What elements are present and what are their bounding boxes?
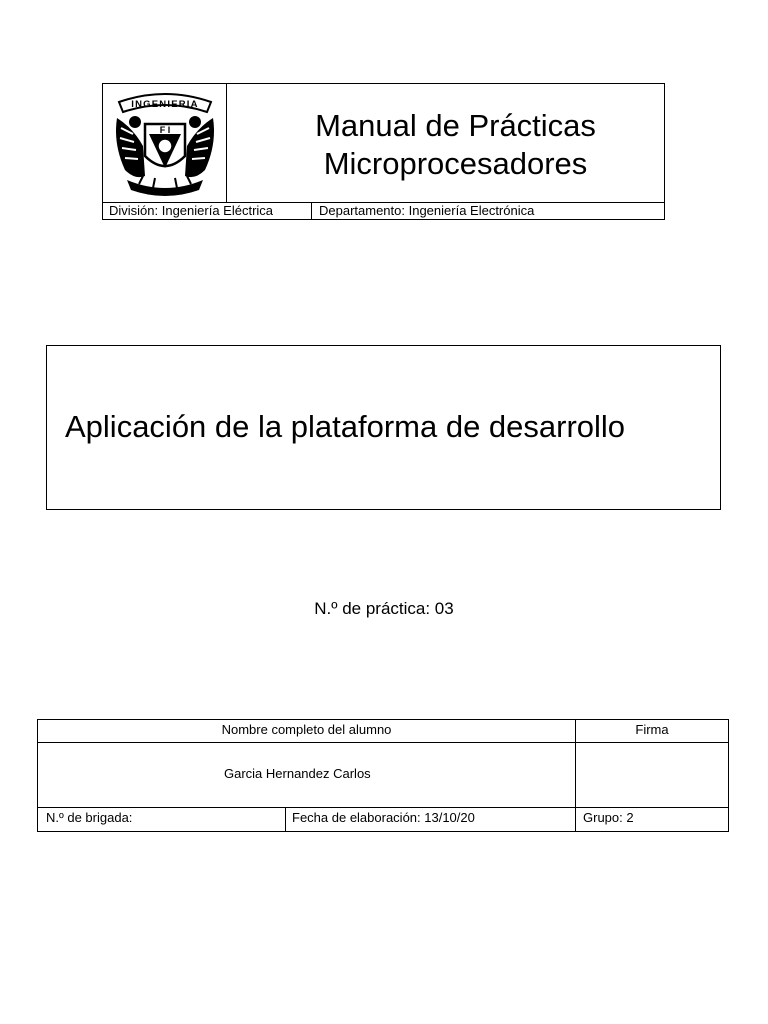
division-field: División: Ingeniería Eléctrica bbox=[103, 203, 312, 219]
header-info-row bbox=[103, 202, 664, 219]
student-info-table bbox=[37, 719, 729, 832]
signature-cell bbox=[576, 743, 728, 808]
manual-title-area bbox=[227, 84, 664, 202]
group-field: Grupo: 2 bbox=[583, 810, 634, 825]
manual-title: Manual de Prácticas bbox=[315, 108, 596, 143]
signature-header: Firma bbox=[576, 720, 728, 743]
faculty-logo-cell bbox=[103, 84, 227, 202]
student-name-cell bbox=[38, 743, 576, 808]
document-header bbox=[102, 83, 665, 220]
department-field: Departamento: Ingeniería Electrónica bbox=[319, 203, 535, 218]
practice-title: Aplicación de la plataforma de desarrollo bbox=[65, 409, 626, 444]
logo-initials: F I bbox=[159, 125, 171, 135]
student-name-header: Nombre completo del alumno bbox=[38, 720, 576, 743]
faculty-crest-logo bbox=[103, 84, 227, 202]
student-name: Garcia Hernandez Carlos bbox=[224, 766, 371, 781]
logo-banner-text: INGENIERIA bbox=[131, 99, 199, 110]
brigade-field: N.º de brigada: bbox=[38, 808, 286, 831]
course-name: Microprocesadores bbox=[323, 146, 588, 181]
practice-number: N.º de práctica: 03 bbox=[314, 599, 454, 618]
elaboration-date-field: Fecha de elaboración: 13/10/20 bbox=[286, 808, 576, 831]
practice-title-box bbox=[46, 345, 721, 510]
